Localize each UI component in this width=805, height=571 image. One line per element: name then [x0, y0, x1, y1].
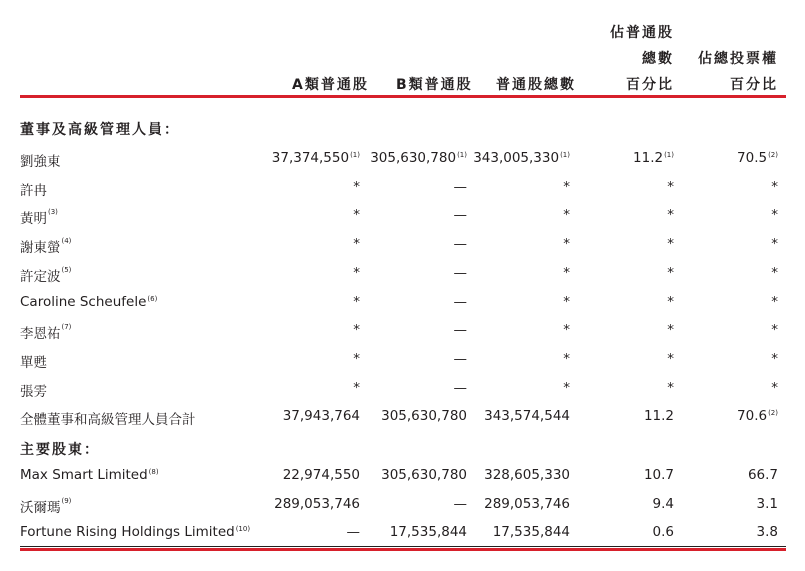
cell-class-a-value: * — [353, 293, 360, 310]
cell-pct-vote — [771, 380, 778, 396]
cell-class-a — [353, 351, 360, 367]
cell-name-value: 黃明 — [20, 211, 47, 228]
cell-class-a-value: 22,974,550 — [282, 467, 360, 483]
cell-total — [563, 236, 570, 252]
cell-total — [563, 351, 570, 367]
cell-class-b-value: — — [453, 264, 467, 281]
table-row — [0, 467, 805, 487]
table-row — [0, 351, 805, 371]
cell-class-a — [274, 496, 360, 512]
cell-class-b — [381, 467, 467, 483]
footnote-marker: (2) — [768, 151, 778, 159]
cell-pct-vote — [771, 207, 778, 223]
cell-class-b — [454, 294, 468, 310]
cell-pct-total — [667, 294, 674, 310]
cell-class-a-value: 37,943,764 — [282, 408, 360, 425]
table-row — [0, 524, 805, 544]
cell-name-value: Caroline Scheufele — [20, 293, 147, 310]
cell-name — [20, 467, 159, 483]
cell-name — [20, 496, 71, 516]
table-row — [0, 380, 805, 400]
footnote-marker: (1) — [350, 151, 360, 159]
cell-name — [20, 179, 47, 199]
cell-pct-total — [653, 524, 674, 540]
cell-class-a-value: * — [353, 350, 360, 367]
cell-class-a — [353, 207, 360, 223]
footnote-marker: (1) — [457, 151, 467, 159]
cell-pct-total — [667, 265, 674, 281]
cell-total-value: 17,535,844 — [492, 524, 570, 540]
cell-class-a — [353, 236, 360, 252]
cell-total-value: 343,005,330 — [473, 150, 560, 166]
cell-total-value: * — [563, 207, 570, 224]
cell-total — [473, 150, 570, 166]
cell-pct-total — [667, 179, 674, 195]
cell-class-a — [353, 179, 360, 195]
cell-name-value: 單甦 — [20, 354, 47, 371]
cell-pct-total-value: * — [667, 293, 674, 310]
cell-name-value: 謝東螢 — [20, 240, 61, 257]
cell-total — [484, 467, 570, 483]
cell-class-b — [454, 179, 468, 195]
cell-pct-vote — [771, 265, 778, 281]
cell-name — [20, 351, 47, 371]
table-row — [0, 236, 805, 256]
cell-pct-total-value: * — [667, 379, 674, 396]
cell-total-value: * — [563, 293, 570, 310]
cell-total — [484, 496, 570, 512]
header-pct-total-line3: 百分比 — [626, 77, 674, 93]
cell-class-b — [370, 150, 467, 166]
cell-pct-vote — [771, 179, 778, 195]
cell-pct-vote — [757, 496, 778, 512]
cell-pct-total — [667, 236, 674, 252]
cell-name — [20, 150, 61, 170]
table-row — [0, 408, 805, 428]
cell-pct-total-value: 9.4 — [652, 495, 674, 512]
cell-total-value: * — [563, 322, 570, 339]
cell-pct-vote-value: * — [771, 207, 778, 224]
cell-class-a-value: * — [353, 379, 360, 396]
header-class-b: B類普通股 — [396, 77, 473, 93]
cell-pct-total — [644, 467, 674, 483]
cell-total — [563, 179, 570, 195]
cell-class-a — [353, 380, 360, 396]
cell-class-b — [454, 380, 468, 396]
cell-class-a-value: 37,374,550 — [271, 150, 350, 166]
cell-class-a — [283, 408, 360, 424]
cell-pct-vote — [737, 408, 778, 424]
cell-class-b — [390, 524, 467, 540]
cell-class-b-value: 17,535,844 — [389, 524, 467, 540]
cell-class-a-value: — — [346, 524, 360, 540]
cell-name-value: 沃爾瑪 — [20, 499, 61, 516]
cell-total — [484, 408, 570, 424]
table-row — [0, 294, 805, 314]
cell-class-a-value: * — [353, 322, 360, 339]
cell-pct-vote — [757, 524, 778, 540]
cell-pct-vote-value: 70.6 — [737, 408, 768, 425]
cell-class-b-value: — — [453, 293, 467, 310]
cell-pct-vote-value: * — [771, 293, 778, 310]
cell-name-value: 許冉 — [20, 182, 47, 199]
cell-pct-vote-value: 3.1 — [756, 495, 778, 512]
cell-class-a — [353, 294, 360, 310]
cell-pct-vote-value: * — [771, 236, 778, 253]
cell-pct-total-value: 0.6 — [652, 524, 674, 540]
cell-total-value: * — [563, 264, 570, 281]
cell-class-b — [454, 322, 468, 338]
cell-name-value: 劉強東 — [20, 154, 61, 170]
header-rule — [20, 95, 786, 98]
cell-class-b-value: — — [453, 495, 467, 512]
cell-pct-total — [644, 408, 674, 424]
cell-pct-vote-value: 66.7 — [747, 467, 778, 483]
footnote-marker: (4) — [61, 237, 72, 246]
table-row — [0, 496, 805, 516]
cell-total — [563, 322, 570, 338]
cell-name-value: 許定波 — [20, 268, 61, 285]
cell-pct-total-value: * — [667, 236, 674, 253]
cell-total — [563, 380, 570, 396]
cell-total — [563, 294, 570, 310]
cell-total-value: * — [563, 178, 570, 195]
cell-pct-vote — [771, 236, 778, 252]
footnote-marker: (8) — [148, 468, 159, 476]
cell-name-value: 張雱 — [20, 383, 47, 400]
cell-pct-vote-value: * — [771, 350, 778, 367]
table-row — [0, 265, 805, 285]
cell-name-value: Fortune Rising Holdings Limited — [20, 524, 235, 540]
cell-pct-vote — [771, 294, 778, 310]
cell-total — [563, 207, 570, 223]
cell-pct-vote-value: 3.8 — [756, 524, 778, 540]
cell-pct-total — [667, 322, 674, 338]
footnote-marker: (2) — [768, 409, 778, 418]
cell-class-b-value: — — [453, 178, 467, 195]
cell-class-b-value: — — [453, 322, 467, 339]
footnote-marker: (7) — [61, 323, 72, 332]
cell-class-b — [454, 496, 468, 512]
section-principal-shareholders: 主要股東： — [20, 442, 100, 458]
cell-class-a-value: * — [353, 207, 360, 224]
cell-class-b-value: — — [453, 350, 467, 367]
cell-total — [493, 524, 570, 540]
footnote-marker: (3) — [48, 208, 58, 217]
cell-class-b-value: — — [453, 207, 467, 224]
footnote-marker: (9) — [61, 496, 72, 505]
table-row — [0, 207, 805, 227]
cell-class-a — [283, 467, 360, 483]
cell-class-b-value: — — [453, 236, 467, 253]
cell-pct-total-value: 11.2 — [633, 150, 664, 166]
header-total: 普通股總數 — [496, 77, 576, 93]
cell-name — [20, 294, 157, 310]
cell-name-value: Max Smart Limited — [20, 467, 148, 483]
cell-pct-vote — [748, 467, 778, 483]
cell-name-value: 全體董事和高級管理人員合計 — [20, 412, 196, 429]
cell-name — [20, 265, 71, 285]
table-row — [0, 150, 805, 170]
section-directors: 董事及高級管理人員： — [20, 122, 180, 138]
footnote-marker: (6) — [147, 294, 158, 303]
cell-class-a-value: * — [353, 264, 360, 281]
cell-class-b-value: — — [453, 379, 467, 396]
cell-total-value: 343,574,544 — [484, 408, 570, 425]
cell-class-a-value: * — [353, 178, 360, 195]
cell-class-b-value: 305,630,780 — [381, 467, 467, 483]
cell-pct-total — [667, 207, 674, 223]
cell-total — [563, 265, 570, 281]
cell-total-value: * — [563, 236, 570, 253]
header-pct-total-line1: 佔普通股 — [610, 25, 674, 41]
footnote-marker: (1) — [560, 151, 570, 159]
cell-name — [20, 236, 71, 256]
cell-class-a — [353, 265, 360, 281]
cell-pct-total-value: * — [667, 350, 674, 367]
cell-total-value: * — [563, 379, 570, 396]
cell-class-b — [454, 265, 468, 281]
cell-pct-total-value: * — [667, 322, 674, 339]
cell-pct-total-value: 11.2 — [643, 408, 674, 425]
cell-pct-vote-value: * — [771, 264, 778, 281]
header-pct-vote-line1: 佔總投票權 — [698, 51, 778, 67]
cell-total-value: 289,053,746 — [484, 495, 570, 512]
cell-pct-vote — [771, 322, 778, 338]
cell-pct-vote-value: * — [771, 178, 778, 195]
footnote-marker: (1) — [664, 151, 674, 159]
header-pct-vote-line2: 百分比 — [730, 77, 778, 93]
cell-name — [20, 380, 47, 400]
cell-total-value: * — [563, 350, 570, 367]
cell-pct-vote — [771, 351, 778, 367]
cell-class-a — [353, 322, 360, 338]
footnote-marker: (5) — [61, 265, 72, 274]
table-row — [0, 179, 805, 199]
cell-pct-vote — [737, 150, 778, 166]
table-bottom-rule-thin — [20, 546, 786, 547]
cell-class-b — [454, 236, 468, 252]
cell-pct-total-value: * — [667, 178, 674, 195]
table-bottom-rule — [20, 548, 786, 551]
cell-pct-total-value: 10.7 — [643, 467, 674, 483]
cell-class-a — [272, 150, 360, 166]
table-row — [0, 322, 805, 342]
cell-pct-total — [633, 150, 674, 166]
cell-class-b — [454, 207, 468, 223]
header-class-a: A類普通股 — [292, 77, 369, 93]
cell-name-value: 李恩祐 — [20, 326, 61, 343]
cell-pct-vote-value: 70.5 — [737, 150, 768, 166]
cell-name — [20, 322, 71, 342]
cell-pct-total — [667, 380, 674, 396]
cell-pct-vote-value: * — [771, 379, 778, 396]
cell-name — [20, 524, 250, 540]
footnote-marker: (10) — [235, 525, 251, 533]
cell-class-b-value: 305,630,780 — [381, 408, 467, 425]
cell-class-a-value: 289,053,746 — [274, 495, 360, 512]
cell-total-value: 328,605,330 — [484, 467, 570, 483]
cell-pct-total — [653, 496, 674, 512]
header-pct-total-line2: 總數 — [642, 51, 674, 67]
cell-pct-vote-value: * — [771, 322, 778, 339]
cell-name — [20, 207, 58, 227]
cell-class-b-value: 305,630,780 — [370, 150, 457, 166]
cell-name — [20, 408, 196, 428]
cell-pct-total — [667, 351, 674, 367]
cell-class-a-value: * — [353, 236, 360, 253]
cell-class-b — [454, 351, 468, 367]
cell-pct-total-value: * — [667, 207, 674, 224]
cell-class-b — [381, 408, 467, 424]
cell-pct-total-value: * — [667, 264, 674, 281]
cell-class-a — [347, 524, 361, 540]
